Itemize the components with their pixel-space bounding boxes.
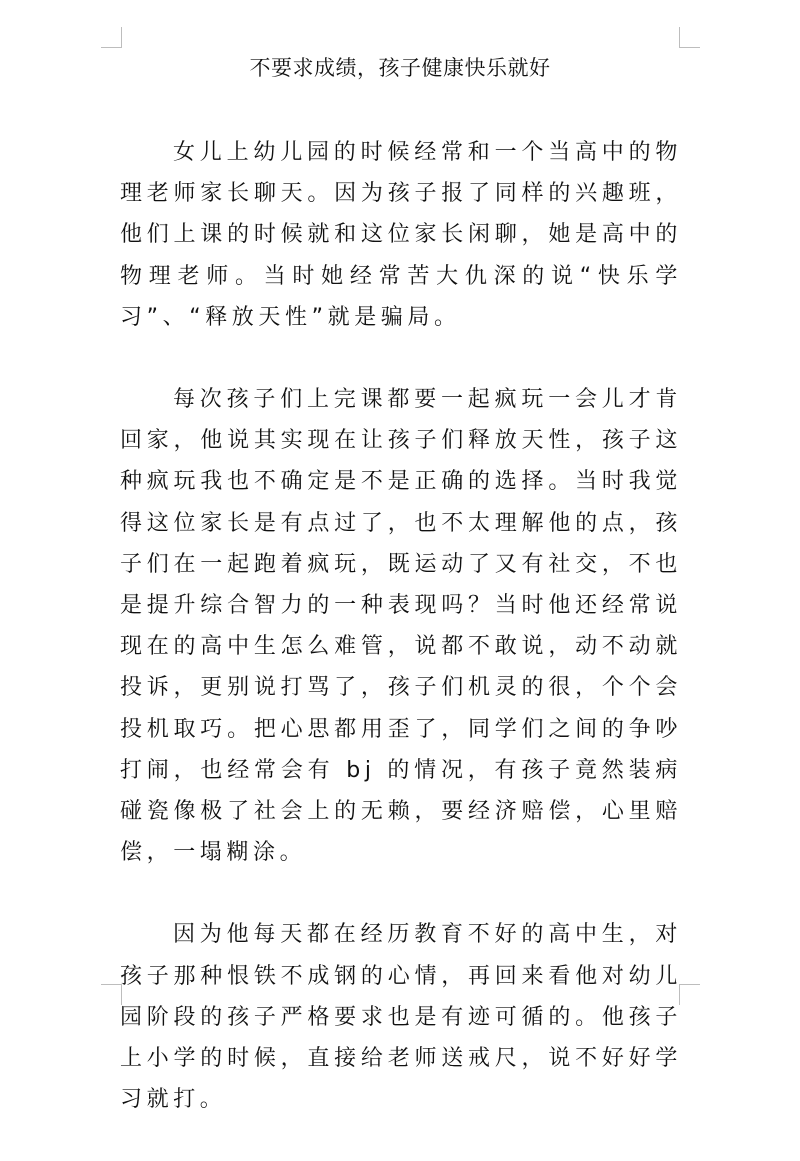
paragraph: 每次孩子们上完课都要一起疯玩一会儿才肯回家，他说其实现在让孩子们释放天性，孩子这种疯玩我也不确定是不是正确的选择。当时我觉得这位家长是有点过了，也不太理解他的点，孩子们在一起跑着疯玩，既运动了又有社交，不也是提升综合智力的一种表现吗？当时他还经常说现在的高中生怎么难管，说都不敢说，动不动就投诉，更别说打骂了，孩子们机灵的很，个个会投机取巧。把心思都用歪了，同学们之间的争吵打闹，也经常会有 bj 的情况，有孩子竟然装病碰瓷像极了社会上的无赖，要经济赔偿，心里赔偿，一塌糊涂。	[120, 387, 682, 866]
margin-corner-mark-top-right	[679, 27, 700, 48]
paragraph: 女儿上幼儿园的时候经常和一个当高中的物理老师家长聊天。因为孩子报了同样的兴趣班，他们上课的时候就和这位家长闲聊，她是高中的物理老师。当时她经常苦大仇深的说“快乐学习”、“释放天性”就是骗局。	[120, 140, 682, 330]
margin-corner-mark-bottom-right	[679, 984, 700, 1005]
paragraph: 因为他每天都在经历教育不好的高中生，对孩子那种恨铁不成钢的心情，再回来看他对幼儿园阶段的孩子严格要求也是有迹可循的。他孩子上小学的时候，直接给老师送戒尺，说不好好学习就打。	[120, 922, 682, 1113]
margin-corner-mark-top-left	[101, 27, 122, 48]
margin-corner-mark-bottom-left	[101, 984, 122, 1005]
document-body	[120, 132, 682, 1161]
document-title: 不要求成绩，孩子健康快乐就好	[249, 56, 551, 80]
